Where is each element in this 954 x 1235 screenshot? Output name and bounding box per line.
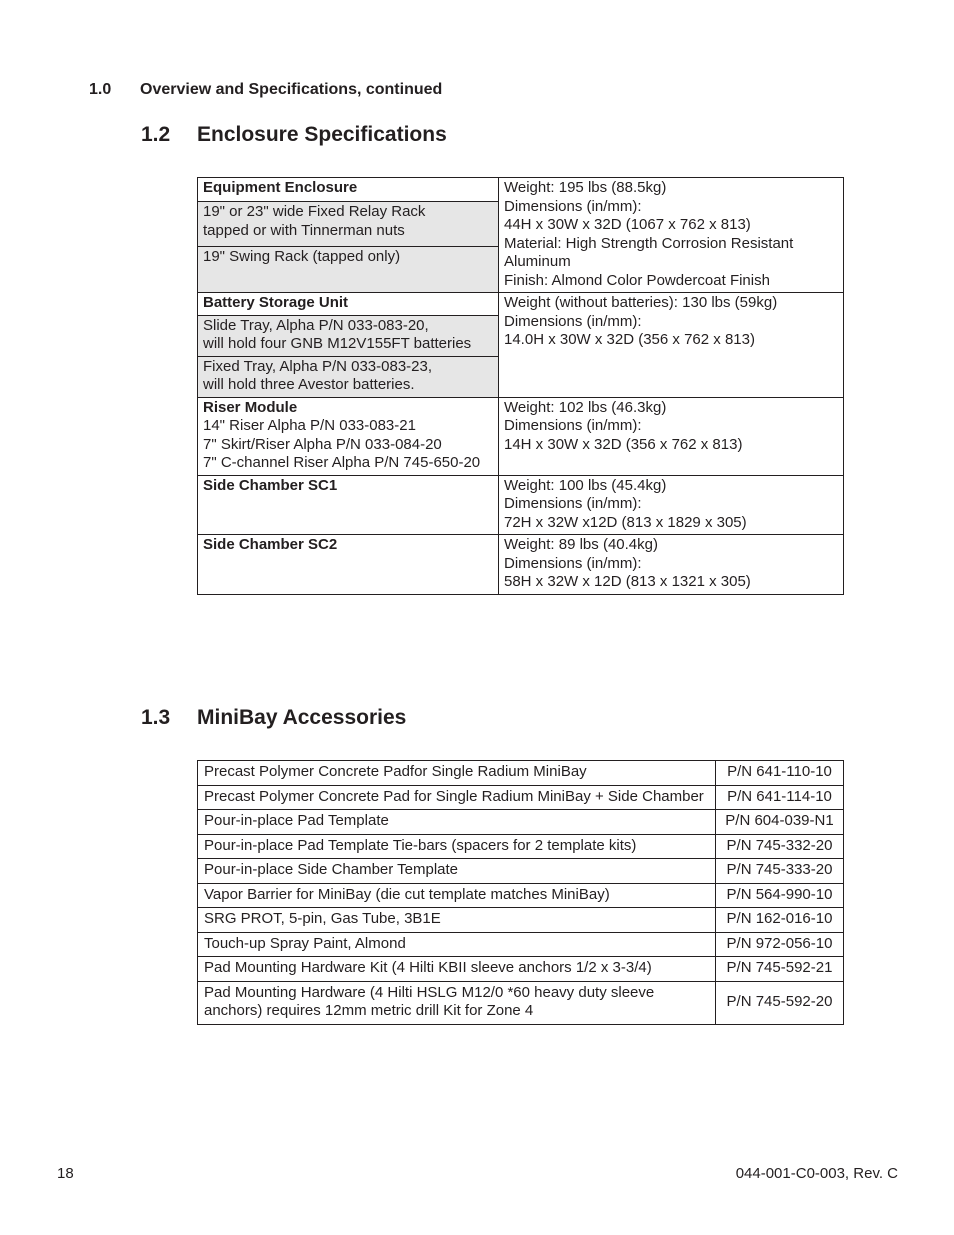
- table-row: [198, 535, 844, 595]
- document-id: 044-001-C0-003, Rev. C: [735, 1165, 898, 1182]
- accessory-description: Precast Polymer Concrete Pad for Single Radium MiniBay + Side Chamber: [198, 785, 716, 810]
- accessory-part-number: P/N 641-114-10: [716, 785, 844, 810]
- accessory-part-number: P/N 972-056-10: [716, 932, 844, 957]
- battery-unit-option: Slide Tray, Alpha P/N 033-083-20, will hold four GNB M12V155FT batteries: [198, 315, 499, 356]
- table-row: [198, 810, 844, 835]
- accessory-part-number: P/N 745-592-21: [716, 957, 844, 982]
- riser-module-label: Riser Module: [203, 398, 298, 416]
- accessory-part-number: P/N 745-333-20: [716, 859, 844, 884]
- accessory-part-number: P/N 162-016-10: [716, 908, 844, 933]
- accessory-description: Pad Mounting Hardware Kit (4 Hilti KBII sleeve anchors 1/2 x 3-3/4): [198, 957, 716, 982]
- riser-module-cell: [198, 397, 499, 475]
- running-head-title: Overview and Specifications, continued: [140, 81, 443, 98]
- accessory-description: Pour-in-place Pad Template Tie-bars (spacers for 2 template kits): [198, 834, 716, 859]
- riser-module-parts: 14" Riser Alpha P/N 033-083-21 7" Skirt/Riser Alpha P/N 033-084-20 7" C-channel Riser Alpha P/N 745-650-20: [203, 417, 481, 471]
- table-row: [198, 834, 844, 859]
- table-row: [198, 178, 844, 202]
- table-row: [198, 785, 844, 810]
- accessory-part-number: P/N 745-592-20: [716, 981, 844, 1024]
- table-row: [198, 475, 844, 535]
- accessory-description: Precast Polymer Concrete Padfor Single Radium MiniBay: [198, 761, 716, 786]
- accessory-description: SRG PROT, 5-pin, Gas Tube, 3B1E: [198, 908, 716, 933]
- accessory-description: Touch-up Spray Paint, Almond: [198, 932, 716, 957]
- minibay-accessories-table: [197, 760, 844, 1025]
- accessory-description: Vapor Barrier for MiniBay (die cut template matches MiniBay): [198, 883, 716, 908]
- table-row: [198, 908, 844, 933]
- table-row: [198, 397, 844, 475]
- side-chamber-sc1-label: Side Chamber SC1: [198, 475, 499, 535]
- section-heading-enclosure: [141, 122, 447, 148]
- accessory-part-number: P/N 564-990-10: [716, 883, 844, 908]
- section-number: 1.2: [141, 123, 171, 146]
- riser-module-spec: Weight: 102 lbs (46.3kg) Dimensions (in/mm): 14H x 30W x 32D (356 x 762 x 813): [499, 397, 844, 475]
- table-row: [198, 932, 844, 957]
- table-row: [198, 883, 844, 908]
- enclosure-option: 19" Swing Rack (tapped only): [198, 247, 499, 293]
- running-head: [89, 80, 442, 100]
- accessory-description: Pour-in-place Pad Template: [198, 810, 716, 835]
- table-row: [198, 761, 844, 786]
- enclosure-option: 19" or 23" wide Fixed Relay Rack tapped or with Tinnerman nuts: [198, 202, 499, 247]
- battery-unit-spec: Weight (without batteries): 130 lbs (59kg) Dimensions (in/mm): 14.0H x 30W x 32D (356 x 762 x 813): [499, 293, 844, 398]
- accessory-part-number: P/N 604-039-N1: [716, 810, 844, 835]
- side-chamber-sc2-label: Side Chamber SC2: [198, 535, 499, 595]
- enclosure-spec: Weight: 195 lbs (88.5kg) Dimensions (in/mm): 44H x 30W x 32D (1067 x 762 x 813) Material: High Strength Corrosion Resistant Aluminum Finish: Almond Color Powdercoat Finish: [499, 178, 844, 293]
- accessory-part-number: P/N 745-332-20: [716, 834, 844, 859]
- table-row: [198, 293, 844, 316]
- table-row: [198, 859, 844, 884]
- section-title: MiniBay Accessories: [197, 706, 407, 729]
- table-row: [198, 957, 844, 982]
- table-row: [198, 981, 844, 1024]
- side-chamber-sc2-spec: Weight: 89 lbs (40.4kg) Dimensions (in/mm): 58H x 32W x 12D (813 x 1321 x 305): [499, 535, 844, 595]
- side-chamber-sc1-spec: Weight: 100 lbs (45.4kg) Dimensions (in/mm): 72H x 32W x12D (813 x 1829 x 305): [499, 475, 844, 535]
- battery-unit-option: Fixed Tray, Alpha P/N 033-083-23, will hold three Avestor batteries.: [198, 356, 499, 397]
- enclosure-specifications-table: [197, 177, 844, 595]
- section-title: Enclosure Specifications: [197, 123, 447, 146]
- page-number: 18: [57, 1165, 74, 1182]
- section-heading-accessories: [141, 705, 406, 731]
- accessory-part-number: P/N 641-110-10: [716, 761, 844, 786]
- enclosure-label: Equipment Enclosure: [198, 178, 499, 202]
- running-head-number: 1.0: [89, 81, 112, 98]
- accessory-description: Pad Mounting Hardware (4 Hilti HSLG M12/0 *60 heavy duty sleeve anchors) requires 12mm metric drill Kit for Zone 4: [198, 981, 716, 1024]
- section-number: 1.3: [141, 706, 171, 729]
- battery-unit-label: Battery Storage Unit: [198, 293, 499, 316]
- accessory-description: Pour-in-place Side Chamber Template: [198, 859, 716, 884]
